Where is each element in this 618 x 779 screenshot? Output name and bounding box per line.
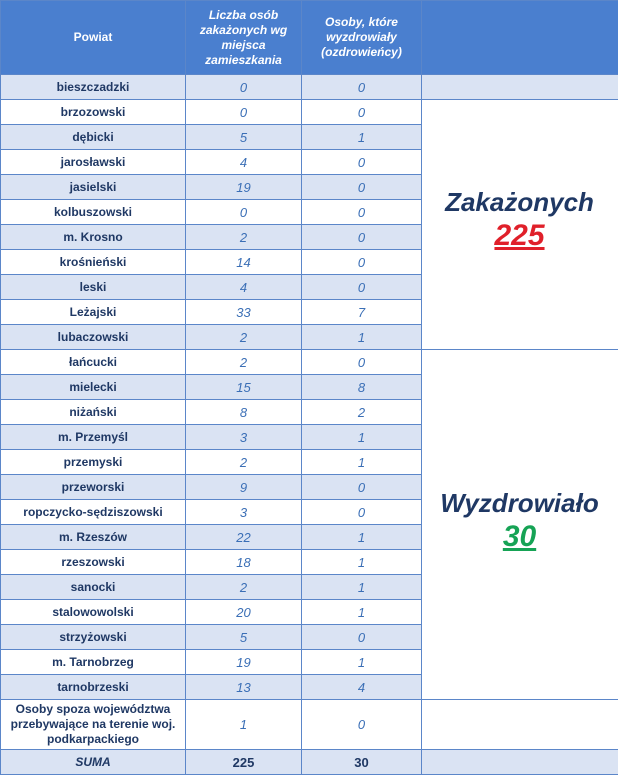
infected-cell: 18 — [186, 550, 302, 575]
recovered-cell: 0 — [302, 175, 422, 200]
district-cell: ropczycko-sędziszowski — [1, 500, 186, 525]
district-cell: mielecki — [1, 375, 186, 400]
infected-cell: 4 — [186, 150, 302, 175]
recovered-cell: 2 — [302, 400, 422, 425]
district-cell: m. Rzeszów — [1, 525, 186, 550]
header-district: Powiat — [1, 1, 186, 75]
recovered-cell: 0 — [302, 350, 422, 375]
infected-cell: 2 — [186, 225, 302, 250]
infected-cell: 8 — [186, 400, 302, 425]
infected-cell: 4 — [186, 275, 302, 300]
recovered-cell: 0 — [302, 250, 422, 275]
infected-cell: 3 — [186, 500, 302, 525]
district-cell: leski — [1, 275, 186, 300]
recovered-cell: 0 — [302, 475, 422, 500]
district-cell: rzeszowski — [1, 550, 186, 575]
infected-cell: 0 — [186, 200, 302, 225]
district-cell: dębicki — [1, 125, 186, 150]
district-cell: przeworski — [1, 475, 186, 500]
recovered-summary-value: 30 — [502, 520, 537, 553]
district-cell: m. Tarnobrzeg — [1, 650, 186, 675]
infected-cell: 9 — [186, 475, 302, 500]
district-cell: przemyski — [1, 450, 186, 475]
recovered-cell: 1 — [302, 525, 422, 550]
district-cell: sanocki — [1, 575, 186, 600]
recovered-cell: 0 — [302, 700, 422, 750]
recovered-cell: 0 — [302, 200, 422, 225]
recovered-cell: 1 — [302, 575, 422, 600]
recovered-cell: 1 — [302, 125, 422, 150]
recovered-cell: 0 — [302, 100, 422, 125]
district-cell: jarosławski — [1, 150, 186, 175]
district-cell: strzyżowski — [1, 625, 186, 650]
infected-cell: 0 — [186, 75, 302, 100]
summary-cell-first — [422, 75, 618, 100]
recovered-cell: 1 — [302, 650, 422, 675]
district-cell: tarnobrzeski — [1, 675, 186, 700]
recovered-cell: 1 — [302, 600, 422, 625]
header-recovered: Osoby, które wyzdrowiały (ozdrowieńcy) — [302, 1, 422, 75]
infected-cell: 0 — [186, 100, 302, 125]
infected-cell: 15 — [186, 375, 302, 400]
table-row — [1, 350, 618, 375]
recovered-cell: 4 — [302, 675, 422, 700]
table-row-sum — [1, 750, 618, 775]
district-cell: jasielski — [1, 175, 186, 200]
recovered-cell: 0 — [302, 500, 422, 525]
table-body — [1, 75, 618, 775]
recovered-cell: 0 — [302, 275, 422, 300]
infected-cell: 2 — [186, 450, 302, 475]
infected-cell: 33 — [186, 300, 302, 325]
recovered-cell: 1 — [302, 450, 422, 475]
table-row — [1, 75, 618, 100]
table-row — [1, 100, 618, 125]
infected-cell: 2 — [186, 575, 302, 600]
district-cell: Leżajski — [1, 300, 186, 325]
district-cell: łańcucki — [1, 350, 186, 375]
district-cell: bieszczadzki — [1, 75, 186, 100]
infected-cell: 2 — [186, 325, 302, 350]
infected-summary-label: Zakażonych — [445, 187, 594, 217]
infected-summary-value: 225 — [494, 219, 545, 252]
infected-cell: 20 — [186, 600, 302, 625]
infected-cell: 13 — [186, 675, 302, 700]
recovered-summary-box — [421, 487, 618, 555]
sum-infected-cell: 225 — [186, 750, 302, 775]
infected-cell: 14 — [186, 250, 302, 275]
recovered-cell: 0 — [302, 625, 422, 650]
district-cell: brzozowski — [1, 100, 186, 125]
sum-label-cell: SUMA — [1, 750, 186, 775]
recovered-summary-label: Wyzdrowiało — [440, 488, 599, 518]
table-row-outside — [1, 700, 618, 750]
recovered-cell: 8 — [302, 375, 422, 400]
header-infected: Liczba osób zakażonych wg miejsca zamieszkania — [186, 1, 302, 75]
district-cell: krośnieński — [1, 250, 186, 275]
district-cell: Osoby spoza województwa przebywające na terenie woj. podkarpackiego — [1, 700, 186, 750]
summary-cell-outside — [422, 700, 618, 750]
infected-cell: 19 — [186, 650, 302, 675]
infected-cell: 2 — [186, 350, 302, 375]
recovered-cell: 1 — [302, 425, 422, 450]
header-summary-blank — [422, 1, 618, 75]
header-row — [1, 1, 618, 75]
infected-cell: 22 — [186, 525, 302, 550]
summary-cell-sum — [422, 750, 618, 775]
district-cell: lubaczowski — [1, 325, 186, 350]
sum-recovered-cell: 30 — [302, 750, 422, 775]
recovered-cell: 0 — [302, 225, 422, 250]
district-cell: stalowowolski — [1, 600, 186, 625]
recovered-cell: 1 — [302, 325, 422, 350]
district-cell: kolbuszowski — [1, 200, 186, 225]
infected-cell: 1 — [186, 700, 302, 750]
recovered-cell: 0 — [302, 75, 422, 100]
infected-cell: 5 — [186, 625, 302, 650]
recovered-cell: 7 — [302, 300, 422, 325]
infected-cell: 19 — [186, 175, 302, 200]
infected-cell: 5 — [186, 125, 302, 150]
recovered-cell: 1 — [302, 550, 422, 575]
district-cell: niżański — [1, 400, 186, 425]
infected-summary-box — [421, 186, 618, 254]
recovered-cell: 0 — [302, 150, 422, 175]
infected-cell: 3 — [186, 425, 302, 450]
district-cell: m. Krosno — [1, 225, 186, 250]
district-cell: m. Przemyśl — [1, 425, 186, 450]
